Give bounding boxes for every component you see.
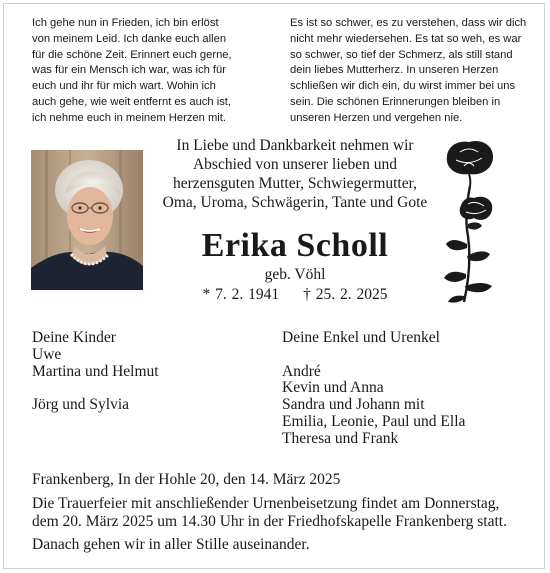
notice-line: dem 20. März 2025 um 14.30 Uhr in der Friedhofskapelle Frankenberg statt. (32, 513, 507, 530)
family-line: Emilia, Leonie, Paul und Ella (282, 412, 466, 430)
maiden-name: geb. Vöhl (264, 266, 326, 283)
family-children (32, 330, 159, 414)
poem-left-line: für die schöne Zeit. Erinnert euch gerne, (32, 48, 232, 61)
place-and-date: Frankenberg, In der Hohle 20, den 14. März 2025 (32, 471, 341, 488)
poem-left-line: von meinem Leid. Ich danke euch allen (32, 32, 227, 45)
poem-right-line: dein liebes Mutterherz. In unseren Herzen (290, 64, 499, 77)
poem-right-line: unseren Herzen und vergehen nie. (290, 111, 463, 124)
deceased-name: Erika Scholl (201, 227, 389, 264)
poem-left-line: euch und ihr für mich wart. Wohin ich (32, 80, 216, 93)
family-line (282, 347, 465, 364)
family-line: Sandra und Johann mit (282, 396, 425, 414)
family-line: Theresa und Frank (282, 429, 399, 447)
family-line: Uwe (32, 345, 62, 363)
notice-line: Die Trauerfeier mit anschließender Urnenbeisetzung findet am Donnerstag, (32, 495, 500, 512)
intro-line: herzensguten Mutter, Schwiegermutter, (172, 175, 418, 192)
rose-icon (438, 136, 500, 306)
poem-left-line: was für ein Mensch ich war, was ich für (32, 64, 226, 77)
intro-line: Oma, Uroma, Schwägerin, Tante und Gote (162, 194, 428, 211)
family-line: Jörg und Sylvia (32, 396, 130, 414)
intro-line: In Liebe und Dankbarkeit nehmen wir (176, 137, 414, 154)
family-grandchildren (282, 330, 465, 448)
poem-left (32, 16, 232, 127)
portrait-image (31, 150, 143, 290)
family-line: Deine Kinder (32, 329, 116, 346)
life-dates (150, 285, 440, 304)
poem-left-line: Ich gehe nun in Frieden, ich bin erlöst (32, 17, 219, 29)
family-line: Kevin und Anna (282, 379, 384, 397)
death-date: † 25. 2. 2025 (303, 286, 388, 303)
family-line: Martina und Helmut (32, 362, 159, 380)
birth-date: * 7. 2. 1941 (202, 286, 280, 303)
portrait-photo (31, 150, 143, 290)
poem-right-line: Es ist so schwer, es zu verstehen, dass wir dich (290, 17, 527, 29)
poem-left-line: auch gehe, wie weit entfernt es auch ist, (32, 95, 232, 108)
poem-right-line: sein. Die schönen Erinnerungen bleiben in (290, 95, 501, 108)
poem-right-line: nicht mehr wiedersehen. Es tat so weh, es war (290, 32, 522, 45)
intro-text (140, 136, 450, 212)
poem-right-line: schließen wir dich ein, du wirst immer bei uns (290, 80, 516, 93)
family-line: André (282, 362, 321, 380)
family-line (32, 380, 159, 397)
family-line: Deine Enkel und Urenkel (282, 329, 440, 346)
poem-right (290, 16, 526, 127)
intro-line: Abschied von unserer lieben und (192, 156, 398, 173)
poem-left-line: ich nehme euch in meinem Herzen mit. (32, 111, 227, 124)
funeral-notice (32, 495, 507, 531)
closing-line: Danach gehen wir in aller Stille auseinander. (32, 536, 310, 553)
poem-right-line: so schwer, so tief der Schmerz, als still stand (290, 48, 513, 61)
